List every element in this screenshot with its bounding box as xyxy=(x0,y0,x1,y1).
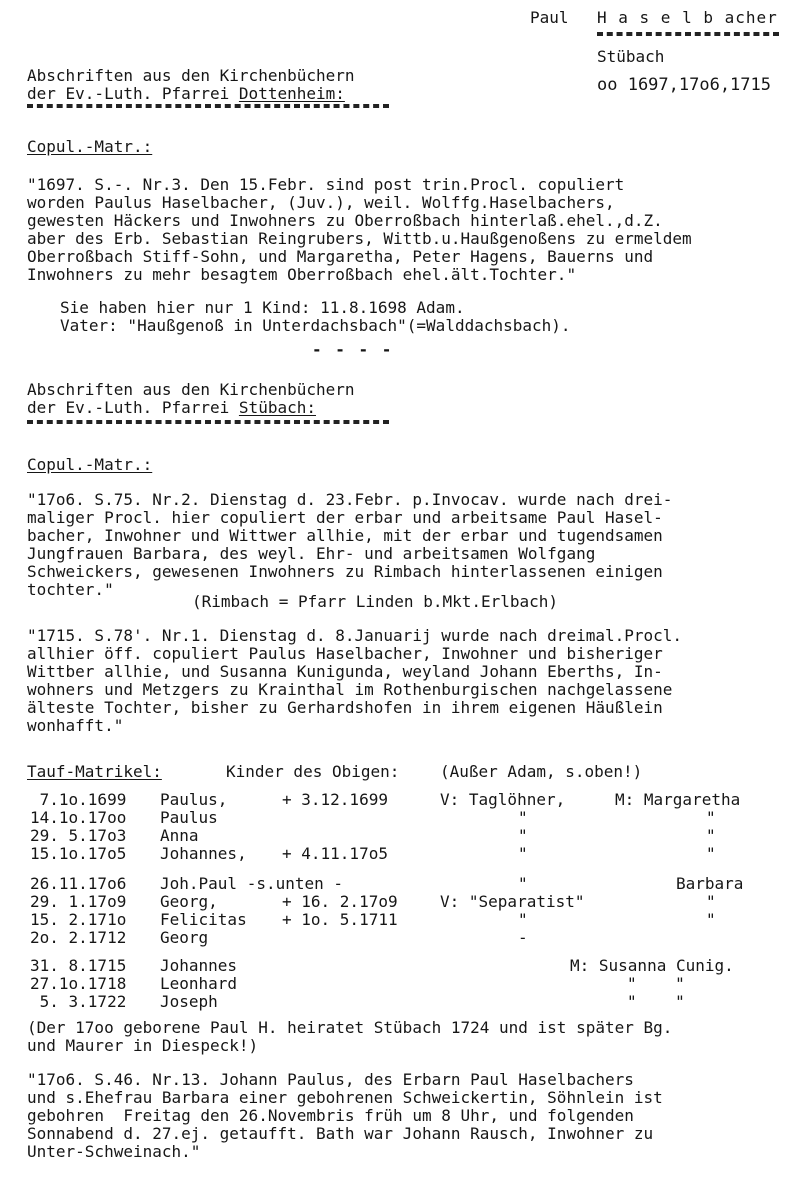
tauf-cell-date: 29. 5.17o3 xyxy=(30,826,127,845)
section1-title-line1: Abschriften aus den Kirchenbüchern xyxy=(27,66,355,85)
tauf-cell-father: V: Taglöhner, xyxy=(440,790,566,809)
tauf-cell-name: Joseph xyxy=(160,992,218,1011)
tauf-cell-father: " xyxy=(518,844,528,863)
tauf-cell-death: + 4.11.17o5 xyxy=(282,844,388,863)
tauf-cell-date: 15.1o.17o5 xyxy=(30,844,127,863)
tauf-cell-date: 26.11.17o6 xyxy=(30,874,127,893)
tauf-cell-date: 31. 8.1715 xyxy=(30,956,127,975)
tauf-cell-mother: Barbara xyxy=(676,874,744,893)
section2-entry2-line: allhier öff. copuliert Paulus Haselbacher, Inwohner und bisheriger xyxy=(27,644,663,663)
tauf-cell-mother: " xyxy=(706,844,716,863)
tauf-cell-date: 27.1o.1718 xyxy=(30,974,127,993)
tauf-note-line: (Der 17oo geborene Paul H. heiratet Stübach 1724 und ist später Bg. xyxy=(27,1018,673,1037)
tauf-cell-date: 2o. 2.1712 xyxy=(30,928,127,947)
section2-entry2-line: "1715. S.78'. Nr.1. Dienstag d. 8.Januarij wurde nach dreimal.Procl. xyxy=(27,626,683,645)
tauf-cell-name: Georg xyxy=(160,928,209,947)
section1-title-double-underline xyxy=(27,104,389,108)
section1-title-prefix: der Ev.-Luth. Pfarrei xyxy=(27,84,239,103)
tauf-cell-mother: " xyxy=(706,808,716,827)
section2-entry1-line: "17o6. S.75. Nr.2. Dienstag d. 23.Febr. p.Invocav. wurde nach drei- xyxy=(27,490,673,509)
tauf-cell-name: Johannes xyxy=(160,956,238,975)
tauf-cell-date: 29. 1.17o9 xyxy=(30,892,127,911)
section2-entry2-line: Wittber allhie, und Susanna Kunigunda, weyland Johann Eberths, In- xyxy=(27,662,663,681)
tauf-cell-name: Leonhard xyxy=(160,974,238,993)
section2-entry1-line: Schweickers, gewesenen Inwohners zu Rimbach hinterlassenen einigen xyxy=(27,562,663,581)
section2-entry1-line: Jungfrauen Barbara, des weyl. Ehr- und arbeitsamen Wolfgang xyxy=(27,544,596,563)
tauf-label: Tauf-Matrikel: xyxy=(27,762,162,781)
section2-entry2-line: älteste Tochter, bisher zu Gerhardshofen in ihrem eigenen Häußlein xyxy=(27,698,663,717)
header-name-last: H a s e l b acher xyxy=(597,8,778,27)
section2-entry2-line: wonhafft." xyxy=(27,716,124,735)
tauf-cell-father: " xyxy=(518,874,528,893)
header-double-underline xyxy=(597,32,779,36)
section1-title-place: Dottenheim: xyxy=(238,84,345,103)
tauf-cell-name: Paulus, xyxy=(160,790,228,809)
header-place: Stübach xyxy=(597,47,665,66)
final-entry-line: gebohren Freitag den 26.Novembris früh um 8 Uhr, und folgenden xyxy=(27,1106,634,1125)
tauf-cell-name: Joh.Paul -s.unten - xyxy=(160,874,344,893)
header-name-first: Paul xyxy=(530,8,569,27)
tauf-cell-death: + 3.12.1699 xyxy=(282,790,388,809)
tauf-cell-name: Felicitas xyxy=(160,910,247,929)
tauf-cell-mother: " xyxy=(706,892,716,911)
section2-title-prefix: der Ev.-Luth. Pfarrei xyxy=(27,398,239,417)
section2-title-place: Stübach: xyxy=(238,398,316,417)
section1-entry-line: Inwohners zu mehr besagtem Oberroßbach ehel.ält.Tochter." xyxy=(27,265,577,284)
tauf-cell-father: " xyxy=(518,826,528,845)
section1-separator: - - - - xyxy=(312,340,394,359)
header-dates: oo 1697,17o6,1715 xyxy=(597,75,771,95)
final-entry-line: und s.Ehefrau Barbara einer gebohrenen Schweickertin, Söhnlein ist xyxy=(27,1088,663,1107)
section2-title-line1: Abschriften aus den Kirchenbüchern xyxy=(27,380,355,399)
section2-entry1-note: (Rimbach = Pfarr Linden b.Mkt.Erlbach) xyxy=(192,592,559,611)
tauf-cell-mother: " " xyxy=(627,974,685,993)
tauf-cell-name: Georg, xyxy=(160,892,218,911)
section2-entry1-line: tochter." xyxy=(27,580,114,599)
tauf-cell-name: Paulus xyxy=(160,808,218,827)
section1-entry-line: Oberroßbach Stiff-Sohn, und Margaretha, Peter Hagens, Bauerns und xyxy=(27,247,654,266)
tauf-cell-mother: " xyxy=(706,910,716,929)
tauf-cell-father: - xyxy=(518,928,528,947)
section1-entry-line: aber des Erb. Sebastian Reingrubers, Wittb.u.Haußgenoßens zu ermeldem xyxy=(27,229,692,248)
final-entry-line: Unter-Schweinach." xyxy=(27,1142,201,1161)
tauf-cell-name: Anna xyxy=(160,826,199,845)
tauf-aside: (Außer Adam, s.oben!) xyxy=(440,762,643,781)
tauf-cell-date: 14.1o.17oo xyxy=(30,808,127,827)
tauf-cell-father: V: "Separatist" xyxy=(440,892,585,911)
section2-title-double-underline xyxy=(27,420,389,424)
section2-entry1-line: bacher, Inwohner und Wittwer allhie, mit der erbar und tugendsamen xyxy=(27,526,663,545)
section1-note-line: Vater: "Haußgenoß in Unterdachsbach"(=Walddachsbach). xyxy=(60,316,571,335)
tauf-note-line: und Maurer in Diespeck!) xyxy=(27,1036,259,1055)
section1-title-line2 xyxy=(27,84,345,103)
section1-note-line: Sie haben hier nur 1 Kind: 11.8.1698 Adam. xyxy=(60,298,465,317)
section1-entry-line: worden Paulus Haselbacher, (Juv.), weil. Wolffg.Haselbachers, xyxy=(27,193,615,212)
tauf-cell-death: + 1o. 5.1711 xyxy=(282,910,398,929)
final-entry-line: Sonnabend d. 27.ej. getaufft. Bath war Johann Rausch, Inwohner zu xyxy=(27,1124,654,1143)
section2-subhead: Copul.-Matr.: xyxy=(27,455,153,474)
section1-entry-line: gewesten Häckers und Inwohners zu Oberroßbach hinterlaß.ehel.,d.Z. xyxy=(27,211,663,230)
tauf-cell-name: Johannes, xyxy=(160,844,247,863)
tauf-cell-death: + 16. 2.17o9 xyxy=(282,892,398,911)
tauf-cell-mother: " xyxy=(706,826,716,845)
tauf-cell-father: " xyxy=(518,910,528,929)
section1-entry-line: "1697. S.-. Nr.3. Den 15.Febr. sind post trin.Procl. copuliert xyxy=(27,175,625,194)
section2-entry2-line: wohners und Metzgers zu Krainthal im Rothenburgischen nachgelassene xyxy=(27,680,673,699)
tauf-cell-date: 15. 2.171o xyxy=(30,910,127,929)
tauf-cell-mother: " " xyxy=(627,992,685,1011)
tauf-cell-father: " xyxy=(518,808,528,827)
tauf-cell-date: 5. 3.1722 xyxy=(30,992,127,1011)
tauf-cell-mother: M: Margaretha xyxy=(615,790,741,809)
section2-entry1-line: maliger Procl. hier copuliert der erbar und arbeitsame Paul Hasel- xyxy=(27,508,663,527)
section1-subhead: Copul.-Matr.: xyxy=(27,137,153,156)
tauf-cell-date: 7.1o.1699 xyxy=(30,790,127,809)
tauf-cell-mother: M: Susanna Cunig. xyxy=(570,956,734,975)
section2-title-line2 xyxy=(27,398,316,417)
tauf-subtitle: Kinder des Obigen: xyxy=(226,762,400,781)
final-entry-line: "17o6. S.46. Nr.13. Johann Paulus, des Erbarn Paul Haselbachers xyxy=(27,1070,634,1089)
